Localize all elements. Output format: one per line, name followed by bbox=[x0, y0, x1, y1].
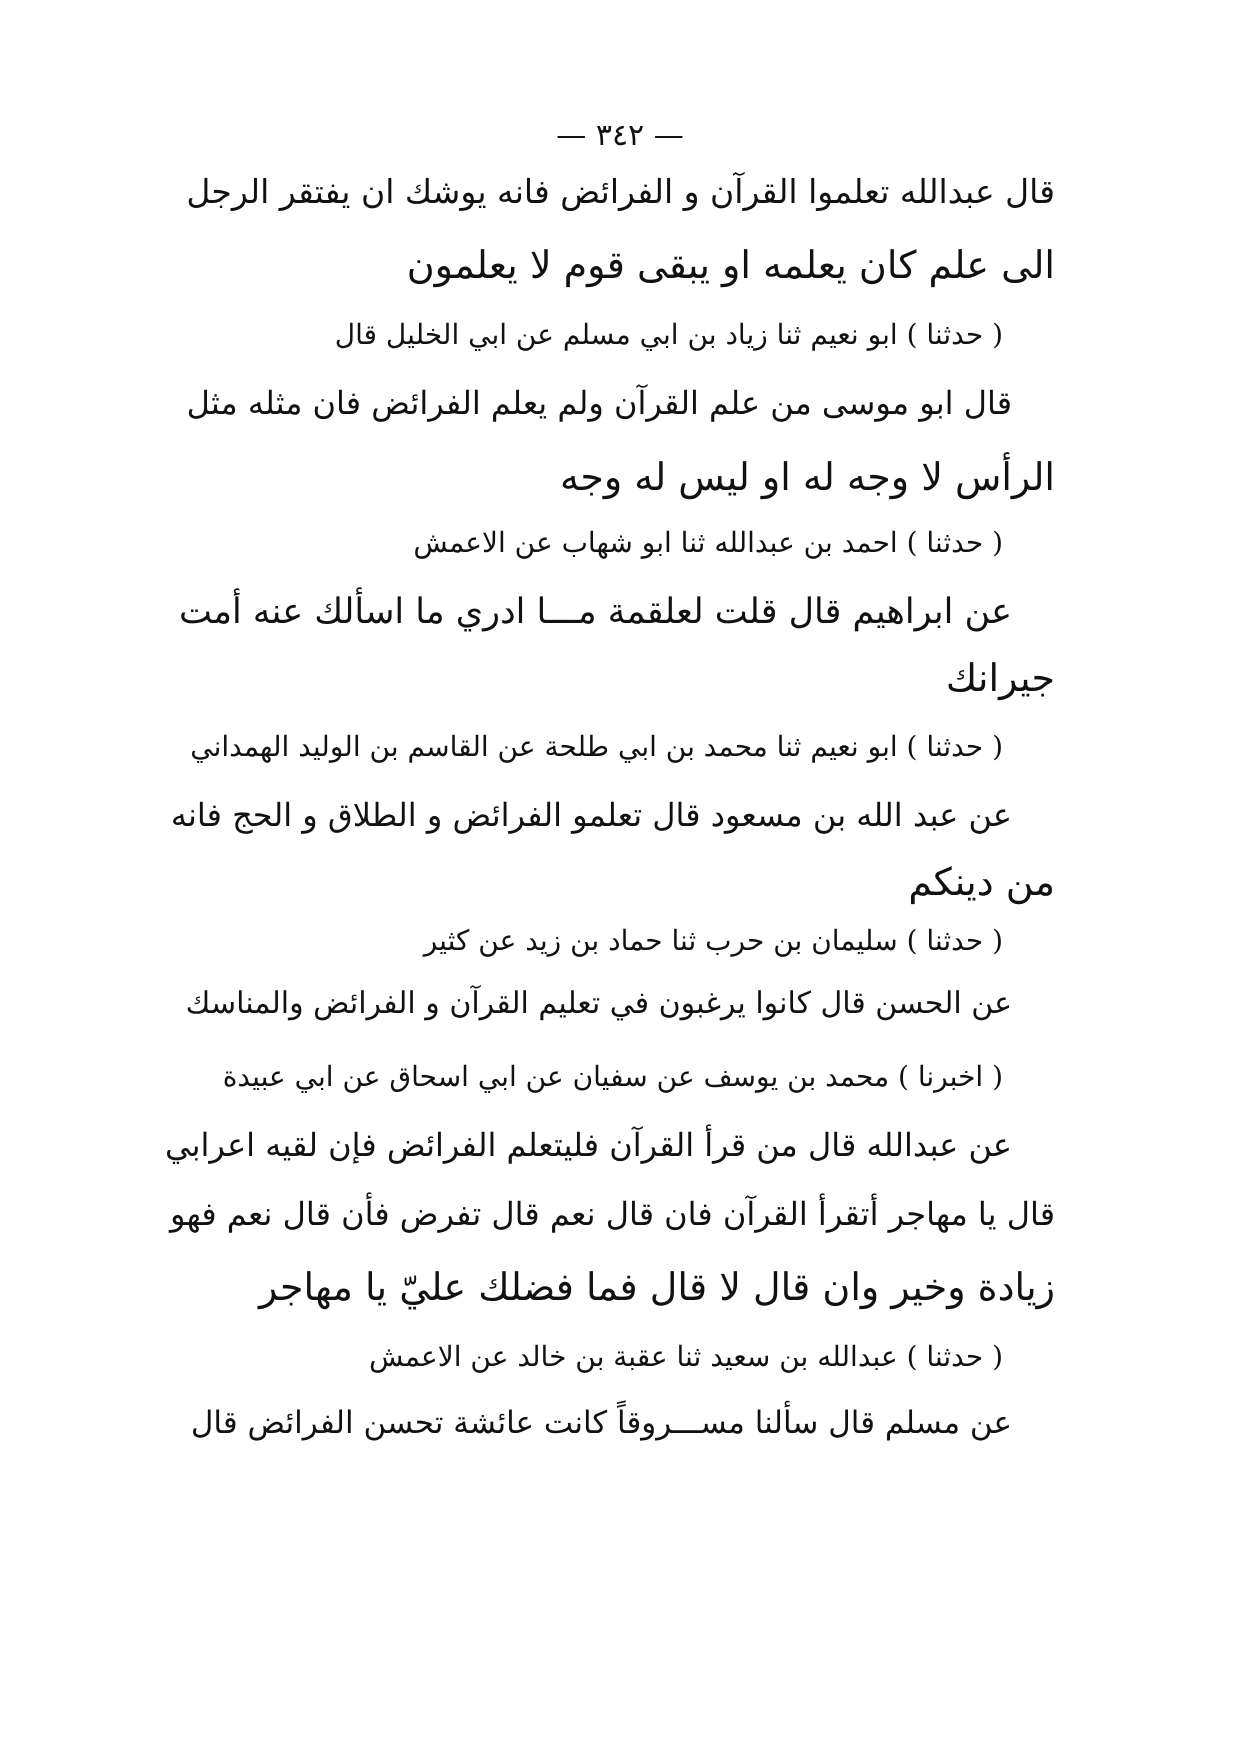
text-line-10: عن عبدالله قال من قرأ القرآن فليتعلم الفرائض فإن لقيه اعرابي bbox=[164, 1126, 1012, 1164]
isnad-line-4: ( حدثنا ) سليمان بن حرب ثنا حماد بن زيد عن كثير bbox=[423, 924, 1003, 957]
isnad-line-1: ( حدثنا ) ابو نعيم ثنا زياد بن ابي مسلم عن ابي الخليل قال bbox=[334, 318, 1003, 351]
text-line-4: الرأس لا وجه له او ليس له وجه bbox=[559, 455, 1055, 499]
text-line-11: قال يا مهاجر أتقرأ القرآن فان قال نعم قال تفرض فأن قال نعم فهو bbox=[170, 1195, 1055, 1233]
text-line-1: قال عبدالله تعلموا القرآن و الفرائض فانه يوشك ان يفتقر الرجل bbox=[186, 172, 1055, 211]
text-line-12: زيادة وخير وان قال لا قال فما فضلك عليّ يا مهاجر bbox=[258, 1265, 1055, 1309]
isnad-line-6: ( حدثنا ) عبدالله بن سعيد ثنا عقبة بن خالد عن الاعمش bbox=[369, 1340, 1003, 1373]
isnad-line-2: ( حدثنا ) احمد بن عبدالله ثنا ابو شهاب عن الاعمش bbox=[413, 526, 1003, 559]
isnad-line-3: ( حدثنا ) ابو نعيم ثنا محمد بن ابي طلحة عن القاسم بن الوليد الهمداني bbox=[190, 730, 1003, 763]
page-number: — ٣٤٢ — bbox=[556, 118, 684, 153]
text-line-5: عن ابراهيم قال قلت لعلقمة مـــا ادري ما اسألك عنه أمت bbox=[178, 592, 1012, 632]
text-line-2: الى علم كان يعلمه او يبقى قوم لا يعلمون bbox=[406, 243, 1055, 287]
text-line-8: من دينكم bbox=[908, 860, 1055, 904]
text-line-6: جيرانك bbox=[945, 656, 1055, 700]
text-line-9: عن الحسن قال كانوا يرغبون في تعليم القرآن و الفرائض والمناسك bbox=[185, 986, 1012, 1021]
text-line-13: عن مسلم قال سألنا مســـروقاً كانت عائشة تحسن الفرائض قال bbox=[190, 1405, 1012, 1441]
isnad-line-5: ( اخبرنا ) محمد بن يوسف عن سفيان عن ابي اسحاق عن ابي عبيدة bbox=[222, 1060, 1003, 1093]
text-line-7: عن عبد الله بن مسعود قال تعلمو الفرائض و الطلاق و الحج فانه bbox=[170, 796, 1012, 834]
text-line-3: قال ابو موسى من علم القرآن ولم يعلم الفرائض فان مثله مثل bbox=[186, 384, 1012, 422]
